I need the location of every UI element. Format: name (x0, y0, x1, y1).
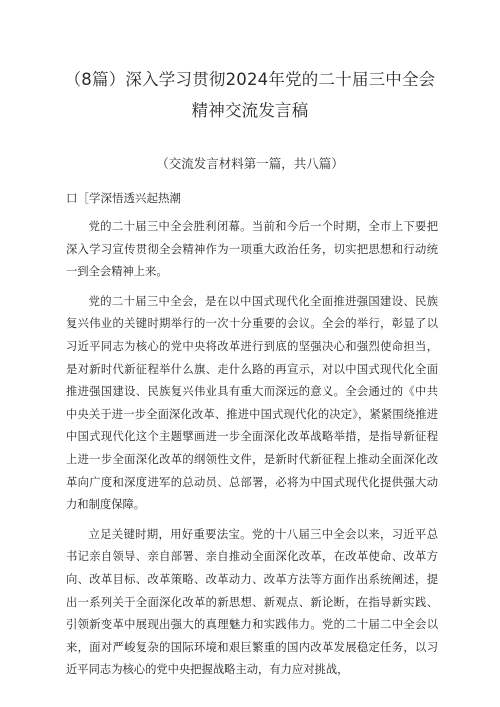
paragraph: 立足关键时期，用好重要法宝。党的十八届三中全会以来，习近平总书记亲自领导、亲自部署、亲自推动全面深化改革，在改革使命、改革方向、改革目标、改革策略、改革动力、改革方法等方面作出系统阐述，提出一系列关于全面深化改革的新思想、新观点、新论断，在指导新实践、引领新变革中展现出强大的真理魅力和实践伟力。党的二十届二中全会以来，面对严峻复杂的国际环境和艰巨繁重的国内改革发展稳定任务，以习近平同志为核心的党中央把握战略主动，有力应对挑战， (66, 527, 438, 677)
paragraph: 党的二十届三中全会，是在以中国式现代化全面推进强国建设、民族复兴伟业的关键时期举行的一次十分重要的会议。全会的举行，彰显了以习近平同志为核心的党中央将改革进行到底的坚强决心和强烈使命担当，是对新时代新征程举什么旗、走什么路的再宣示，对以中国式现代化全面推进强国建设、民族复兴伟业具有重大而深远的意义。全会通过的《中共中央关于进一步全面深化改革、推进中国式现代化的决定》，紧紧围绕推进中国式现代化这个主题擘画进一步全面深化改革战略举措，是指导新征程上进一步全面深化改革的纲领性文件，是新时代新征程上推动全面深化改革向广度和深度进军的总动员、总部署，必将为中国式现代化提供强大动力和制度保障。 (66, 294, 438, 512)
paragraph: 党的二十届三中全会胜利闭幕。当前和今后一个时期，全市上下要把深入学习宣传贯彻全会精神作为一项重大政治任务，切实把思想和行动统一到全会精神上来。 (66, 220, 438, 279)
document-title: （8篇）深入学习贯彻2024年党的二十届三中全会精神交流发言稿 (64, 70, 436, 120)
section-heading: 口［学深悟透兴起热潮 (66, 191, 181, 205)
document-subtitle: （交流发言材料第一篇，共八篇） (156, 156, 344, 171)
document-body (66, 216, 438, 689)
